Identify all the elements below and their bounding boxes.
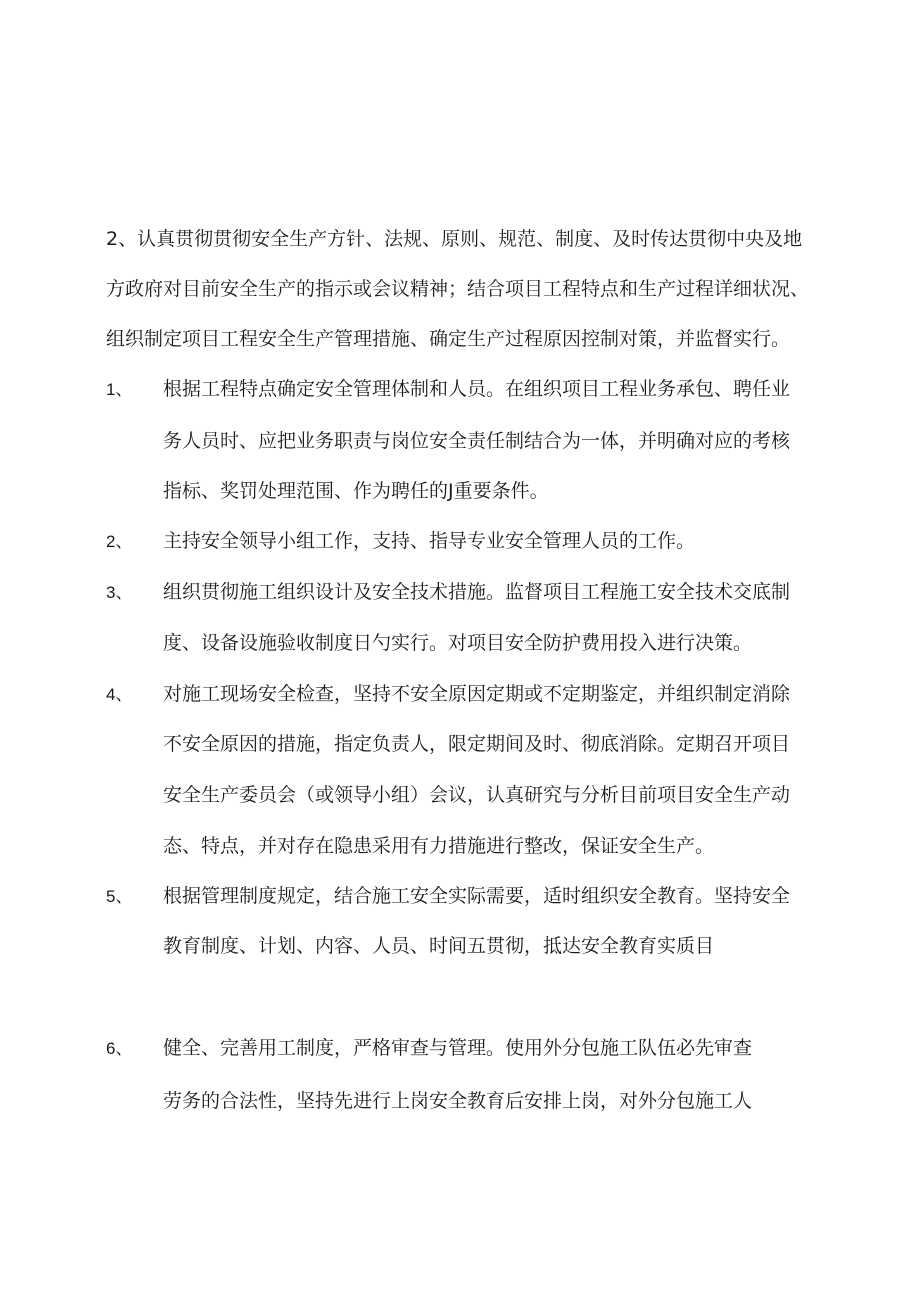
item-1-line-2: 务人员时、应把业务职责与岗位安全责任制结合为一体，并明确对应的考核 xyxy=(163,430,791,452)
intro-line-1: 2、认真贯彻贯彻安全生产方针、法规、原则、规范、制度、及时传达贯彻中央及地 xyxy=(106,228,803,250)
item-4-marker: 4、 xyxy=(106,685,133,704)
item-1-marker: 1、 xyxy=(106,380,133,399)
item-6-marker: 6、 xyxy=(106,1039,133,1058)
item-6-line-1: 健全、完善用工制度，严格审查与管理。使用外分包施工队伍必先审查 xyxy=(163,1037,753,1059)
item-4-line-1: 对施工现场安全检查，坚持不安全原因定期或不定期鉴定，并组织制定消除 xyxy=(163,683,791,705)
item-3-line-1: 组织贯彻施工组织设计及安全技术措施。监督项目工程施工安全技术交底制 xyxy=(163,581,791,603)
item-6-line-2: 劳务的合法性，坚持先进行上岗安全教育后安排上岗，对外分包施工人 xyxy=(163,1090,753,1112)
intro-line-2: 方政府对目前安全生产的指示或会议精神；结合项目工程特点和生产过程详细状况、 xyxy=(106,278,810,300)
item-4-line-2: 不安全原因的措施，指定负责人，限定期间及时、彻底消除。定期召开项目 xyxy=(163,733,791,755)
item-4-line-4: 态、特点，并对存在隐患采用有力措施进行整改，保证安全生产。 xyxy=(163,835,715,857)
item-5-line-2: 教育制度、计划、内容、人员、时间五贯彻，抵达安全教育实质目 xyxy=(163,935,715,957)
item-3-line-2: 度、设备设施验收制度日勺实行。对项目安全防护费用投入进行决策。 xyxy=(163,632,753,654)
item-2-marker: 2、 xyxy=(106,532,133,551)
item-5-line-1: 根据管理制度规定，结合施工安全实际需要，适时组织安全教育。坚持安全 xyxy=(163,885,791,907)
item-5-marker: 5、 xyxy=(106,887,133,906)
item-1-line-3: 指标、奖罚处理范围、作为聘任的J重要条件。 xyxy=(163,480,549,502)
item-3-marker: 3、 xyxy=(106,583,133,602)
item-4-line-3: 安全生产委员会（或领导小组）会议，认真研究与分析目前项目安全生产动 xyxy=(163,784,791,806)
item-2-line-1: 主持安全领导小组工作，支持、指导专业安全管理人员的工作。 xyxy=(163,530,696,552)
intro-line-3: 组织制定项目工程安全生产管理措施、确定生产过程原因控制对策，并监督实行。 xyxy=(106,328,791,350)
item-1-line-1: 根据工程特点确定安全管理体制和人员。在组织项目工程业务承包、聘任业 xyxy=(163,378,791,400)
